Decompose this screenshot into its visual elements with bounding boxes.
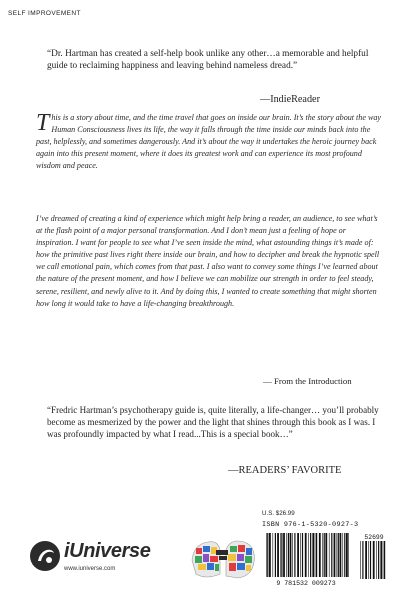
barcode-bar xyxy=(316,533,317,577)
barcode-bar xyxy=(322,533,323,577)
isbn-label: ISBN 976-1-5320-0927-3 xyxy=(262,521,359,529)
price-label: U.S. $26.99 xyxy=(262,510,295,517)
intro-paragraph xyxy=(36,112,382,172)
barcode-bar xyxy=(300,533,301,577)
excerpt-attribution: — From the Introduction xyxy=(263,376,352,386)
barcode-bar xyxy=(348,533,349,577)
barcode-bar xyxy=(380,541,382,579)
barcode-bar xyxy=(383,541,384,579)
intro-text: his is a story about time, and the time travel that goes on inside our brain. It’s the story about the way Human Consciousness lives its life, the way it falls through the time inside our minds back into the past, helplessly, and sometimes dangerously. And it’s about the way it undertakes the heroic journey back again into this present moment, where it does its greatest work and can experience its most profound wisdom and peace. xyxy=(36,113,382,171)
barcode-bar xyxy=(302,533,303,577)
barcode-bar xyxy=(273,533,274,577)
publisher-url: www.iuniverse.com xyxy=(64,566,116,572)
barcode-bar xyxy=(370,541,371,579)
indiereader-quote: “Dr. Hartman has created a self-help book unlike any other…a memorable and helpful guide to reclaiming happiness and leaving behind nameless dread.” xyxy=(47,49,369,72)
barcode-bar xyxy=(277,533,279,577)
isbn-barcode xyxy=(262,531,388,587)
barcode-bar xyxy=(266,533,267,577)
iuniverse-swirl-icon xyxy=(28,539,62,573)
readers-favorite-quote: “Fredric Hartman’s psychotherapy guide is, quite literally, a life-changer… you’ll probably become as mesmerized by the power and the light that shines through this book as I was. I was profoundly impacted by what I read...This is a special book…” xyxy=(47,405,379,440)
barcode-bar xyxy=(329,533,330,577)
barcode-bar xyxy=(344,533,345,577)
barcode-bar xyxy=(280,533,281,577)
barcode-bar xyxy=(286,533,287,577)
barcode-bar xyxy=(305,533,307,577)
barcode-addon-digits: 52699 xyxy=(364,534,384,541)
barcode-bar xyxy=(283,533,285,577)
barcode-bar xyxy=(324,533,325,577)
mosaic-tiles xyxy=(192,541,254,578)
excerpt-paragraph: I’ve dreamed of creating a kind of experience which might help bring a reader, an audience, to see what’s at the flash point of a major personal transformation. And I don’t mean just a feeling of hope or inspiration. I want for people to see what I’ve seen inside the mind, what astounding things it’s made of: how the primitive past lives right there inside our brain, and how to decipher and break the hypnotic spell we call emotional pain, which comes from that past. I also want to convey some things I’ve learned about the nature of the present moment, and how I believe we can mobilize our strength in order to feel steady, serene, resilient, and newly alive to it. And by doing this, I wanted to create something that might shorten how long it would take to have a life-changing breakthrough. xyxy=(36,214,380,308)
barcode-bar xyxy=(373,541,375,579)
barcode-bar xyxy=(281,533,282,577)
barcode-bar xyxy=(378,541,379,579)
barcode-bar xyxy=(360,541,361,579)
barcode-bar xyxy=(331,533,332,577)
barcode-bar xyxy=(294,533,295,577)
barcode-bar xyxy=(325,533,327,577)
barcode-bar xyxy=(340,533,342,577)
barcode-bar xyxy=(376,541,377,579)
barcode-bar xyxy=(384,541,385,579)
barcode-bar xyxy=(312,533,314,577)
barcode-bar xyxy=(297,533,299,577)
barcode-bar xyxy=(288,533,289,577)
indiereader-attribution: —IndieReader xyxy=(260,94,320,105)
drop-cap: T xyxy=(36,110,50,136)
category-label: SELF IMPROVEMENT xyxy=(8,10,81,17)
barcode-bar xyxy=(362,541,363,579)
barcode-bar xyxy=(346,533,348,577)
barcode-bar xyxy=(365,541,367,579)
barcode-bar xyxy=(275,533,276,577)
barcode-bar xyxy=(267,533,268,577)
barcode-bar xyxy=(368,541,369,579)
barcode-bar xyxy=(315,533,316,577)
barcode-bar xyxy=(269,533,271,577)
barcode-bar xyxy=(292,533,293,577)
barcode-bar xyxy=(337,533,338,577)
barcode-bar xyxy=(319,533,321,577)
readers-favorite-attribution: —READERS’ FAVORITE xyxy=(228,465,342,476)
barcode-digits: 9 781532 009273 xyxy=(276,580,336,587)
mosaic-brain-illustration xyxy=(186,530,260,586)
publisher-logo xyxy=(28,537,168,581)
barcode-bar xyxy=(338,533,339,577)
barcode-bar xyxy=(308,533,309,577)
publisher-name: iUniverse xyxy=(64,540,151,562)
barcode-bar xyxy=(334,533,336,577)
barcode-bar xyxy=(290,533,292,577)
barcode-bar xyxy=(310,533,311,577)
barcode-bar xyxy=(342,533,343,577)
